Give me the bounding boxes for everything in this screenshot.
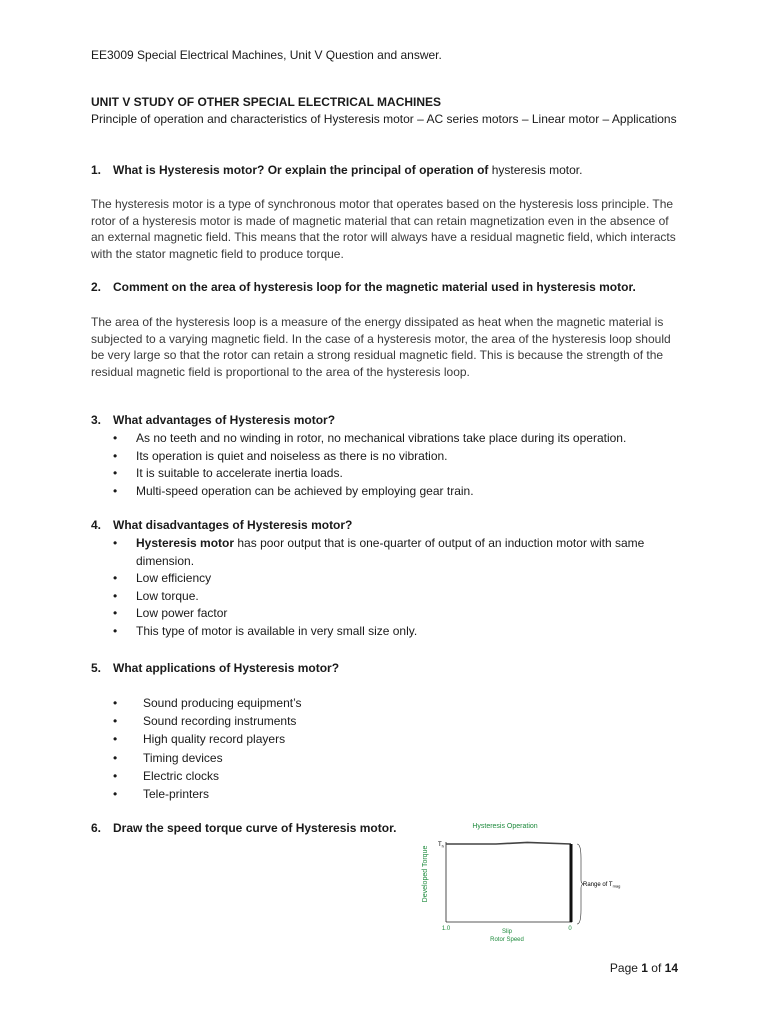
question-number: 3. <box>91 413 102 427</box>
x-tick-label: 1.0 <box>441 926 451 932</box>
list-item: • High quality record players <box>113 730 302 748</box>
unit-subtitle: Principle of operation and characteristics of Hysteresis motor – AC series motors – Linear motor – Applications <box>91 112 677 126</box>
list-item: • Sound producing equipment’s <box>113 694 302 712</box>
question-text: What advantages of Hysteresis motor? <box>113 413 336 427</box>
question-1 <box>91 163 582 177</box>
list-item: • This type of motor is available in very small size only. <box>113 623 658 641</box>
question-text: Comment on the area of hysteresis loop for the magnetic material used in hysteresis motor. <box>113 280 636 294</box>
list-item: • As no teeth and no winding in rotor, no mechanical vibrations take place during its operation. <box>113 430 626 448</box>
question-number: 1. <box>91 163 102 177</box>
question-text: What disadvantages of Hysteresis motor? <box>113 518 353 532</box>
question-number: 6. <box>91 821 102 835</box>
list-item: • Timing devices <box>113 749 302 767</box>
question-number: 5. <box>91 661 102 675</box>
list-item: • Sound recording instruments <box>113 712 302 730</box>
page-current: 1 <box>641 961 648 975</box>
range-annotation <box>583 882 620 889</box>
list-item: • Low efficiency <box>113 570 658 588</box>
question-text: What is Hysteresis motor? Or explain the principal of operation of <box>113 163 489 177</box>
list-item: • Its operation is quiet and noiseless as there is no vibration. <box>113 448 626 466</box>
annotation-sub: mag <box>612 883 621 889</box>
y-tick-label <box>438 842 444 849</box>
question-5 <box>91 661 339 675</box>
question-number: 2. <box>91 280 102 294</box>
question-2 <box>91 280 636 294</box>
x-axis-label: Slip <box>501 929 513 935</box>
emphasis-text: Hysteresis motor <box>136 536 235 550</box>
answer-1: The hysteresis motor is a type of synchronous motor that operates based on the hysteresis loss principle. The rotor of a hysteresis motor is made of magnetic material that can retain magnetization even in the absence of an external magnetic field. This means that the rotor will always have a residual magnetic field, which interacts with the stator magnetic field to produce torque. <box>91 197 676 261</box>
question-text: Draw the speed torque curve of Hysteresis motor. <box>113 821 397 835</box>
x-axis-label-secondary: Rotor Speed <box>490 937 524 943</box>
applications-list <box>113 694 302 803</box>
question-text-normal: hysteresis motor. <box>488 163 583 177</box>
chart-title: Hysteresis Operation <box>472 823 538 830</box>
list-item-text: has poor output that is one-quarter of output of an induction motor with same dimension. <box>136 536 645 568</box>
list-item: • Low power factor <box>113 605 658 623</box>
unit-title: UNIT V STUDY OF OTHER SPECIAL ELECTRICAL MACHINES <box>91 95 442 109</box>
page-total: 14 <box>664 961 678 975</box>
list-item: • It is suitable to accelerate inertia loads. <box>113 465 626 483</box>
list-item: • Multi-speed operation can be achieved by employing gear train. <box>113 483 626 501</box>
document-header: EE3009 Special Electrical Machines, Unit V Question and answer. <box>91 48 442 62</box>
x-tick-label: 0 <box>568 926 572 932</box>
page-prefix: Page <box>609 961 642 975</box>
question-number: 4. <box>91 518 102 532</box>
y-tick-sub: h <box>441 843 444 849</box>
page-number <box>610 961 678 975</box>
annotation-main: Range of T <box>583 882 613 888</box>
question-4 <box>91 518 352 532</box>
question-6 <box>91 821 396 835</box>
speed-torque-chart <box>410 806 640 946</box>
list-item: • Electric clocks <box>113 767 302 785</box>
page-middle: of <box>647 961 665 975</box>
list-item: • Tele-printers <box>113 785 302 803</box>
y-axis-label: Developed Torque <box>422 845 429 903</box>
question-3 <box>91 413 335 427</box>
question-text: What applications of Hysteresis motor? <box>113 661 340 675</box>
list-item: • Low torque. <box>113 588 658 606</box>
advantages-list <box>113 430 626 500</box>
y-tick-main: T <box>438 842 442 848</box>
list-item <box>113 535 658 570</box>
torque-curve <box>446 842 571 844</box>
disadvantages-list <box>113 535 658 640</box>
answer-2: The area of the hysteresis loop is a measure of the energy dissipated as heat when the magnetic material is subjected to a varying magnetic field. In the case of a hysteresis motor, the area of the hysteresis loop should be very large so that the rotor can retain a strong residual magnetic field. This is because the strength of the residual magnetic field is proportional to the area of the hysteresis loop. <box>91 315 671 379</box>
